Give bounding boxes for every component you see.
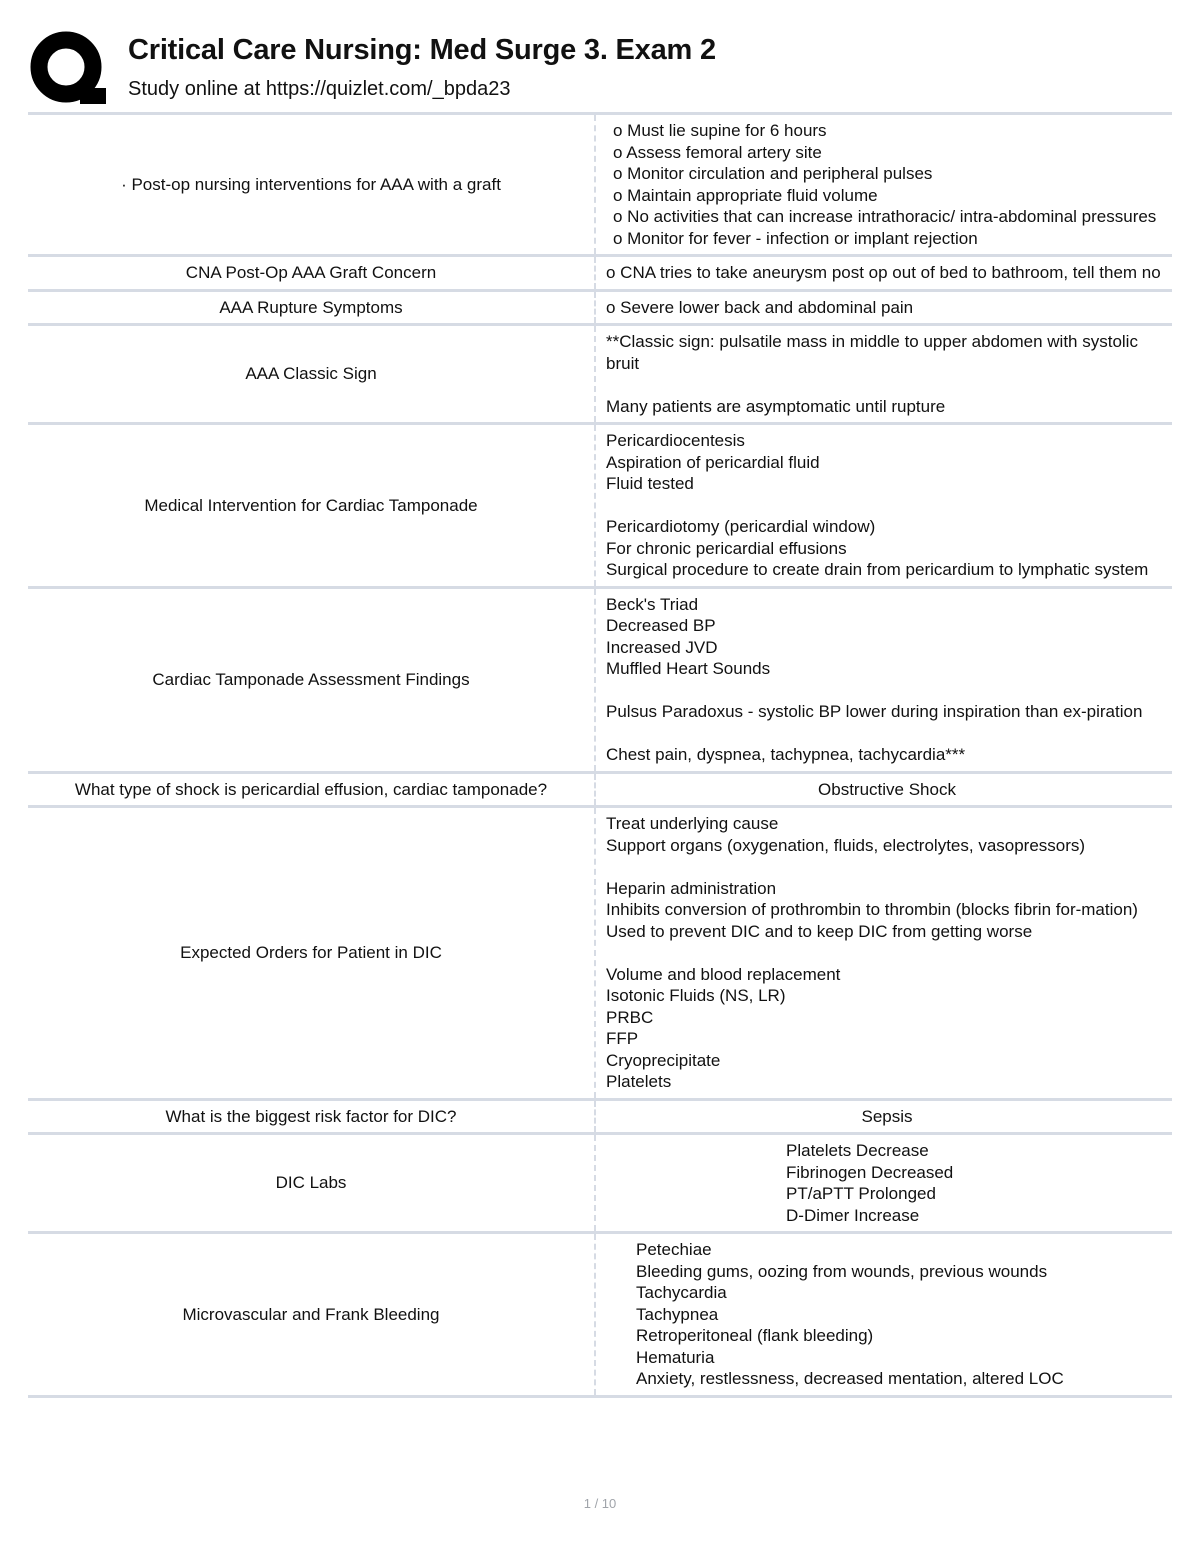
flashcard-rows <box>28 114 1172 1397</box>
definition-lines <box>606 292 1168 324</box>
definition-line: Platelets Decrease <box>786 1141 929 1160</box>
definition-cell <box>595 772 1172 807</box>
definition-line: Inhibits conversion of prothrombin to thrombin (blocks fibrin for-mation) <box>606 900 1138 919</box>
term-cell: What type of shock is pericardial effusion, cardiac tamponade? <box>28 772 595 807</box>
definition-line: Obstructive Shock <box>818 779 956 799</box>
definition-lines <box>606 425 1168 586</box>
definition-line: Cryoprecipitate <box>606 1050 721 1070</box>
flashcard-row <box>28 772 1172 807</box>
definition-lines <box>606 589 1168 771</box>
definition-line: Surgical procedure to create drain from pericardium to lymphatic system <box>606 560 1149 579</box>
flashcard-row <box>28 1134 1172 1233</box>
definition-line: o Maintain appropriate fluid volume <box>613 185 878 205</box>
definition-lines <box>606 808 1168 1098</box>
definition-lines <box>606 1135 1168 1231</box>
definition-lines <box>606 1234 1168 1395</box>
term-cell: AAA Classic Sign <box>28 325 595 424</box>
definition-line <box>606 495 1168 517</box>
definition-cell <box>595 807 1172 1100</box>
definition-line: o No activities that can increase intrathoracic/ intra-abdominal pressures <box>613 207 1157 226</box>
term-cell: Medical Intervention for Cardiac Tamponade <box>28 424 595 588</box>
definition-cell <box>595 1099 1172 1134</box>
definition-cell <box>595 325 1172 424</box>
definition-cell <box>595 587 1172 772</box>
definition-line <box>606 723 1168 745</box>
definition-line: PRBC <box>606 1007 654 1027</box>
definition-lines <box>606 774 1168 806</box>
definition-line: o Severe lower back and abdominal pain <box>606 297 914 317</box>
definition-line: PT/aPTT Prolonged <box>786 1184 936 1203</box>
definition-line: Platelets <box>606 1072 672 1091</box>
term-cell: Cardiac Tamponade Assessment Findings <box>28 587 595 772</box>
definition-line: Pericardiotomy (pericardial window) <box>606 517 876 536</box>
flashcard-row <box>28 424 1172 588</box>
quizlet-logo-icon <box>30 30 106 106</box>
study-link[interactable]: Study online at https://quizlet.com/_bpda23 <box>128 78 511 100</box>
term-cell: · Post-op nursing interventions for AAA with a graft <box>28 114 595 256</box>
definition-line: Increased JVD <box>606 637 718 657</box>
definition-lines <box>606 257 1168 289</box>
page-title: Critical Care Nursing: Med Surge 3. Exam 2 <box>128 34 716 66</box>
definition-line: Volume and blood replacement <box>606 964 841 984</box>
definition-line: **Classic sign: pulsatile mass in middle to upper abdomen with systolic bruit <box>606 332 1143 373</box>
definition-line: Pericardiocentesis <box>606 431 745 450</box>
flashcard-row <box>28 290 1172 325</box>
definition-line: Aspiration of pericardial fluid <box>606 452 820 472</box>
definition-line: o Monitor for fever - infection or implant rejection <box>613 228 978 248</box>
definition-line: Muffled Heart Sounds <box>606 659 771 678</box>
term-cell: What is the biggest risk factor for DIC? <box>28 1099 595 1134</box>
flashcard-table <box>28 112 1172 1398</box>
flashcard-row <box>28 256 1172 291</box>
definition-line: Hematuria <box>636 1347 715 1367</box>
definition-line: Decreased BP <box>606 616 716 635</box>
definition-lines <box>606 115 1168 254</box>
definition-line: Anxiety, restlessness, decreased mentation, altered LOC <box>636 1369 1064 1388</box>
definition-cell <box>595 1134 1172 1233</box>
flashcard-row <box>28 587 1172 772</box>
definition-line: Retroperitoneal (flank bleeding) <box>636 1326 874 1345</box>
flashcard-row <box>28 114 1172 256</box>
definition-line: Support organs (oxygenation, fluids, electrolytes, vasopressors) <box>606 835 1086 855</box>
definition-lines <box>606 1101 1168 1133</box>
definition-line <box>606 942 1168 964</box>
definition-line: o Must lie supine for 6 hours <box>613 121 827 140</box>
definition-line: o CNA tries to take aneurysm post op out of bed to bathroom, tell them no <box>606 263 1161 282</box>
definition-line: Fluid tested <box>606 474 694 493</box>
definition-line: o Monitor circulation and peripheral pulses <box>613 164 933 183</box>
definition-line: Chest pain, dyspnea, tachypnea, tachycardia*** <box>606 745 966 764</box>
definition-line <box>606 856 1168 878</box>
definition-line: Many patients are asymptomatic until rupture <box>606 396 946 416</box>
definition-line: Fibrinogen Decreased <box>786 1162 954 1182</box>
page-number: 1 / 10 <box>583 1496 617 1511</box>
definition-line <box>606 374 1168 396</box>
term-cell: AAA Rupture Symptoms <box>28 290 595 325</box>
definition-line: Tachypnea <box>636 1304 719 1324</box>
definition-cell <box>595 256 1172 291</box>
definition-line: Heparin administration <box>606 878 777 898</box>
flashcard-row <box>28 1099 1172 1134</box>
flashcard-row <box>28 1233 1172 1397</box>
definition-line: Tachycardia <box>636 1283 727 1302</box>
definition-line: For chronic pericardial effusions <box>606 538 847 558</box>
definition-line: Used to prevent DIC and to keep DIC from getting worse <box>606 921 1033 941</box>
definition-line: D-Dimer Increase <box>786 1205 920 1225</box>
definition-line: Sepsis <box>861 1106 913 1126</box>
page-header <box>28 28 1178 110</box>
definition-line: Pulsus Paradoxus - systolic BP lower during inspiration than ex-piration <box>606 702 1143 721</box>
definition-line: Isotonic Fluids (NS, LR) <box>606 986 786 1005</box>
definition-line: Beck's Triad <box>606 594 699 614</box>
term-cell: DIC Labs <box>28 1134 595 1233</box>
definition-cell <box>595 424 1172 588</box>
definition-line: Bleeding gums, oozing from wounds, previous wounds <box>636 1261 1048 1281</box>
definition-cell <box>595 114 1172 256</box>
term-cell: Microvascular and Frank Bleeding <box>28 1233 595 1397</box>
term-cell: Expected Orders for Patient in DIC <box>28 807 595 1100</box>
term-cell: CNA Post-Op AAA Graft Concern <box>28 256 595 291</box>
definition-line: Treat underlying cause <box>606 814 779 833</box>
definition-line: FFP <box>606 1029 639 1048</box>
definition-line: Petechiae <box>636 1240 712 1259</box>
definition-cell <box>595 290 1172 325</box>
flashcard-row <box>28 325 1172 424</box>
definition-lines <box>606 326 1168 422</box>
flashcard-row <box>28 807 1172 1100</box>
definition-cell <box>595 1233 1172 1397</box>
definition-line <box>606 680 1168 702</box>
definition-line: o Assess femoral artery site <box>613 142 822 162</box>
